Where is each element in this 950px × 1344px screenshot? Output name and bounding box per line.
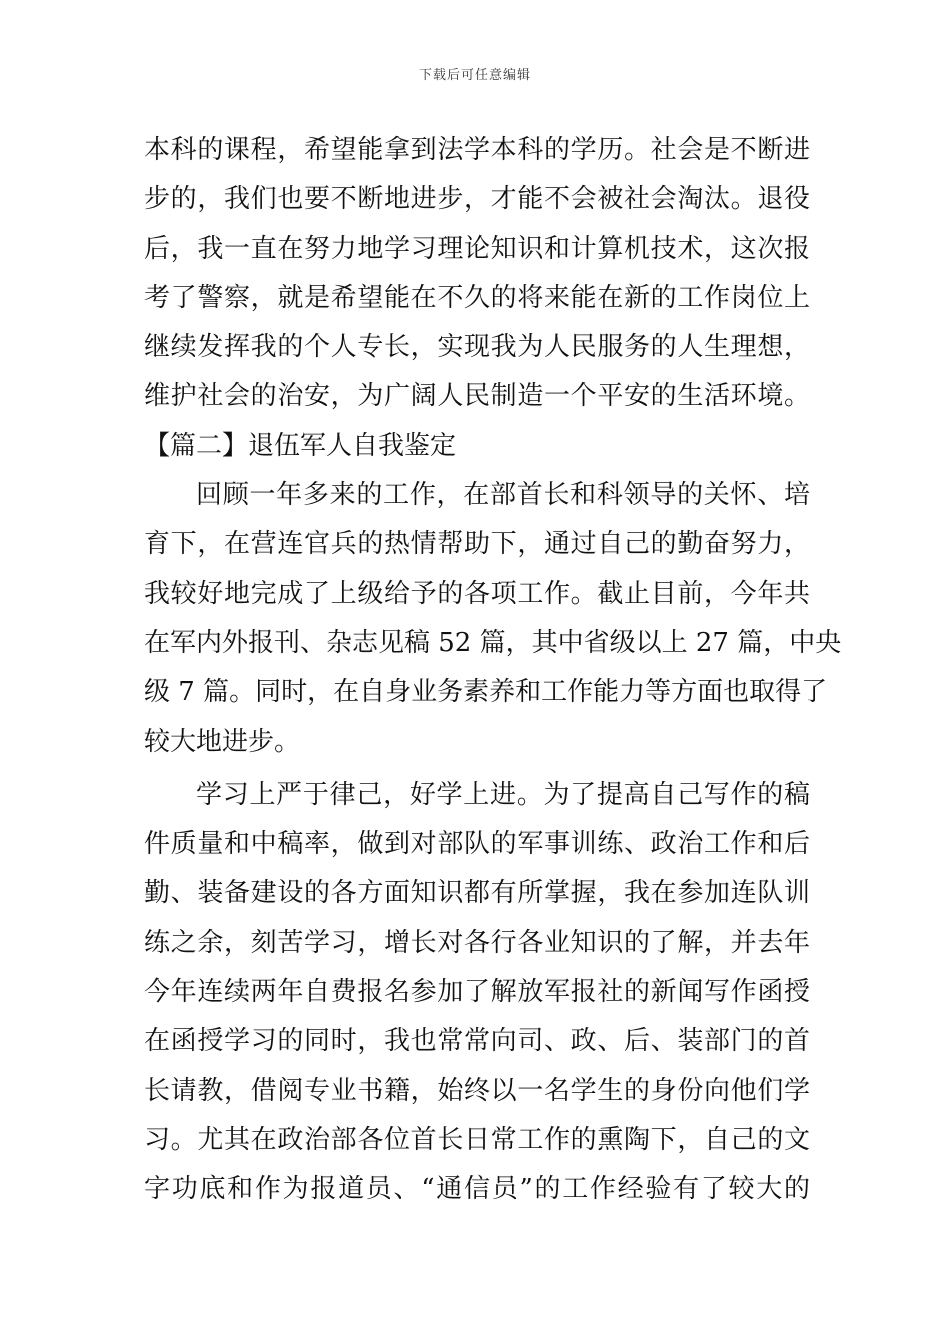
section-heading: 【篇二】退伍军人自我鉴定 [144,430,457,461]
paragraph-1 [144,126,810,422]
paragraph-line: 件质量和中稿率，做到对部队的军事训练、政治工作和后 [144,829,810,860]
paragraph-line: 育下，在营连官兵的热情帮助下，通过自己的勤奋努力， [144,529,810,560]
paragraph-line: 级 7 篇。同时，在自身业务素养和工作能力等方面也取得了 [144,677,828,708]
page-header: 下载后可任意编辑 [418,68,531,83]
paragraph-line: 后，我一直在努力地学习理论知识和计算机技术，这次报 [144,233,810,264]
paragraph-line: 继续发挥我的个人专长，实现我为人民服务的人生理想， [144,332,810,363]
paragraph-line: 字功底和作为报道员、“通信员”的工作经验有了较大的 [144,1174,810,1205]
paragraph-line: 练之余，刻苦学习，增长对各行各业知识的了解，并去年 [144,927,810,958]
paragraph-line: 勤、装备建设的各方面知识都有所掌握，我在参加连队训 [144,878,810,909]
paragraph-line: 考了警察，就是希望能在不久的将来能在新的工作岗位上 [144,282,810,313]
paragraph-line: 较大地进步。 [144,726,301,757]
paragraph-3 [144,771,810,1215]
paragraph-line: 步的，我们也要不断地进步，才能不会被社会淘汰。退役 [144,184,810,215]
paragraph-line: 维护社会的治安，为广阔人民制造一个平安的生活环境。 [144,381,810,412]
paragraph-line: 在军内外报刊、杂志见稿 52 篇，其中省级以上 27 篇，中央 [144,627,842,658]
paragraph-line: 今年连续两年自费报名参加了解放军报社的新闻写作函授 [144,977,810,1008]
paragraph-line: 在函授学习的同时，我也常常向司、政、后、装部门的首 [144,1026,810,1057]
paragraph-line: 长请教，借阅专业书籍，始终以一名学生的身份向他们学 [144,1075,810,1106]
paragraph-line: 学习上严于律己，好学上进。为了提高自己写作的稿 [196,779,810,810]
paragraph-line: 回顾一年多来的工作，在部首长和科领导的关怀、培 [196,480,810,511]
paragraph-2 [144,471,842,767]
document-body [144,126,842,1215]
paragraph-line: 本科的课程，希望能拿到法学本科的学历。社会是不断进 [144,135,810,165]
paragraph-line: 我较好地完成了上级给予的各项工作。截止目前，今年共 [144,578,810,609]
paragraph-line: 习。尤其在政治部各位首长日常工作的熏陶下，自己的文 [144,1124,810,1155]
